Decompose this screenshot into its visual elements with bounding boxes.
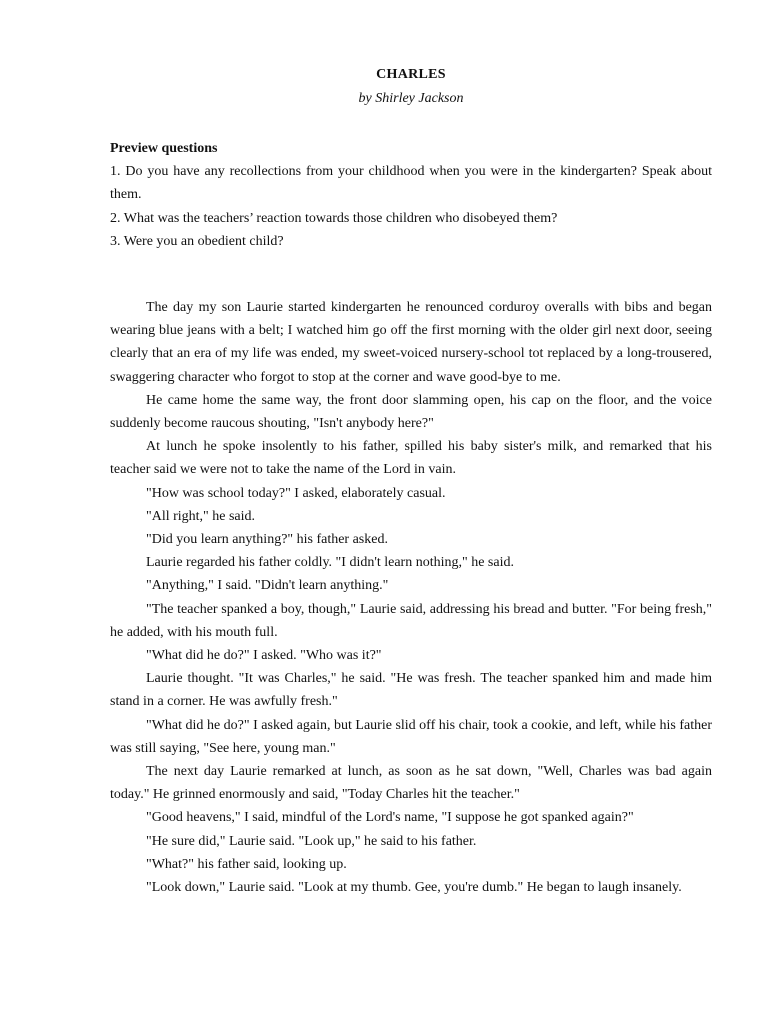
story-paragraph: He came home the same way, the front door slamming open, his cap on the floor, and the voice suddenly become raucous shouting, "Isn't anybody here?" bbox=[110, 392, 712, 432]
preview-question-3: 3. Were you an obedient child? bbox=[110, 233, 284, 249]
preview-question-2: 2. What was the teachers’ reaction towards those children who disobeyed them? bbox=[110, 210, 558, 226]
story-paragraph: "What?" his father said, looking up. bbox=[146, 856, 347, 872]
preview-question-1: 1. Do you have any recollections from your childhood when you were in the kindergarten? Speak about them. bbox=[110, 164, 712, 203]
story-paragraph: Laurie regarded his father coldly. "I didn't learn nothing," he said. bbox=[146, 555, 514, 571]
story-body bbox=[110, 296, 712, 899]
story-paragraph: "What did he do?" I asked again, but Laurie slid off his chair, took a cookie, and left, while his father was still saying, "See here, young man." bbox=[110, 717, 712, 756]
story-paragraph: The day my son Laurie started kindergarten he renounced corduroy overalls with bibs and began wearing blue jeans with a belt; I watched him go off the first morning with the older girl next door, seeing clearly that an era of my life was ended, my sweet-voiced nursery-school tot replaced by a long-trousered, swaggering character who forgot to stop at the corner and wave good-bye to me. bbox=[110, 300, 712, 385]
story-paragraph: "The teacher spanked a boy, though," Laurie said, addressing his bread and butter. "For being fresh," he added, with his mouth full. bbox=[110, 601, 712, 640]
story-paragraph: At lunch he spoke insolently to his father, spilled his baby sister's milk, and remarked that his teacher said we were not to take the name of the Lord in vain. bbox=[110, 439, 712, 478]
story-paragraph: "Did you learn anything?" his father asked. bbox=[146, 532, 388, 548]
story-paragraph: "Look down," Laurie said. "Look at my thumb. Gee, you're dumb." He began to laugh insanely. bbox=[146, 880, 682, 896]
story-paragraph: "All right," he said. bbox=[146, 508, 256, 524]
document-title: CHARLES bbox=[376, 67, 446, 82]
story-paragraph: "Good heavens," I said, mindful of the Lord's name, "I suppose he got spanked again?" bbox=[146, 810, 634, 826]
story-paragraph: "What did he do?" I asked. "Who was it?" bbox=[146, 648, 382, 664]
story-paragraph: "How was school today?" I asked, elaborately casual. bbox=[146, 485, 446, 501]
document-author: by Shirley Jackson bbox=[358, 91, 464, 106]
story-paragraph: Laurie thought. "It was Charles," he said. "He was fresh. The teacher spanked him and made him stand in a corner. He was awfully fresh." bbox=[110, 671, 712, 710]
story-paragraph: "Anything," I said. "Didn't learn anything." bbox=[146, 578, 389, 594]
story-paragraph: "He sure did," Laurie said. "Look up," he said to his father. bbox=[146, 833, 477, 849]
preview-questions-section bbox=[110, 137, 712, 253]
preview-heading: Preview questions bbox=[110, 141, 218, 156]
story-paragraph: The next day Laurie remarked at lunch, as soon as he sat down, "Well, Charles was bad again today." He grinned enormously and said, "Today Charles hit the teacher." bbox=[110, 764, 712, 803]
